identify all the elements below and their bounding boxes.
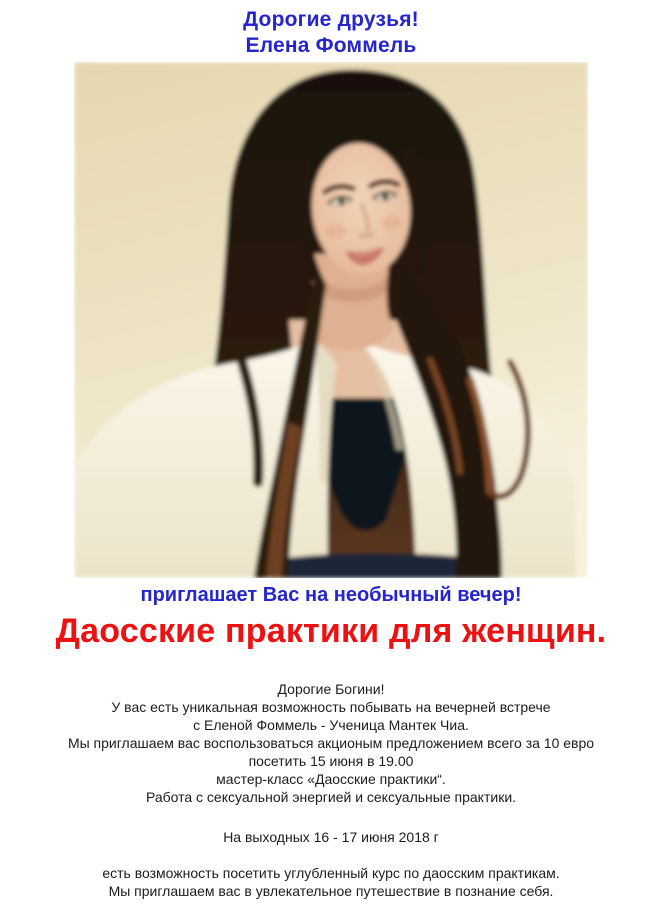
body-line: с Еленой Фоммель - Ученица Мантек Чиа. bbox=[193, 717, 469, 733]
portrait-photo-illustration bbox=[74, 62, 588, 578]
header-greeting: Дорогие друзья! bbox=[243, 8, 419, 31]
body-line: есть возможность посетить углубленный курс по даосским практикам. bbox=[102, 865, 560, 881]
header bbox=[0, 0, 662, 59]
body-line: Дорогие Богини! bbox=[277, 681, 385, 697]
body-line: Мы приглашаем вас в увлекательное путешествие в познание себя. bbox=[108, 883, 554, 899]
body-line: Работа с сексуальной энергией и сексуальные практики. bbox=[145, 789, 517, 805]
body-line: На выходных 16 - 17 июня 2018 г bbox=[223, 829, 439, 845]
body-line: посетить 15 июня в 19.00 bbox=[248, 753, 414, 769]
header-presenter-name: Елена Фоммель bbox=[245, 34, 417, 57]
body-line: мастер-класс «Даосские практики“. bbox=[216, 771, 446, 787]
page-title: Даосские практики для женщин. bbox=[55, 612, 607, 650]
body-line: У вас есть уникальная возможность побывать на вечерней встрече bbox=[111, 699, 551, 715]
paragraph-intro bbox=[0, 680, 662, 806]
paragraph-weekend-dates bbox=[0, 828, 662, 846]
body-text bbox=[0, 680, 662, 900]
body-line: Мы приглашаем вас воспользоваться акционым предложением всего за 10 евро bbox=[67, 735, 595, 751]
invite-line: приглашает Вас на необычный вечер! bbox=[140, 584, 522, 606]
portrait-photo bbox=[74, 62, 588, 578]
paragraph-closing bbox=[0, 864, 662, 900]
